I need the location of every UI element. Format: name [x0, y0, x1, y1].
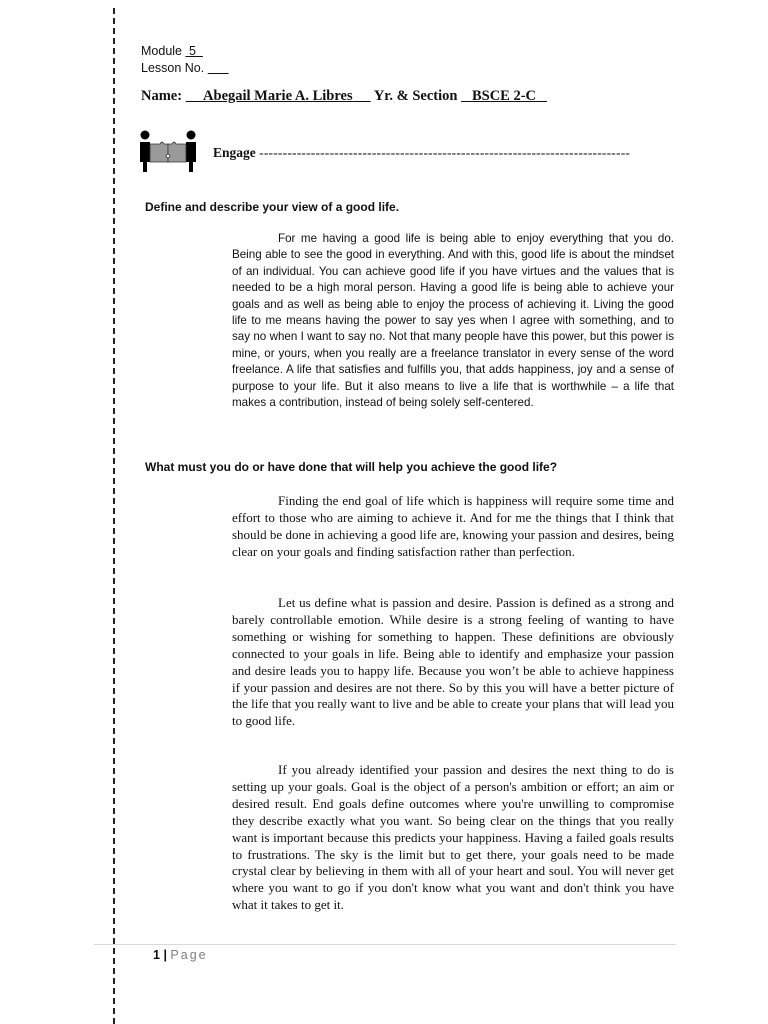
student-header: [141, 88, 547, 105]
name-label: Name:: [141, 88, 183, 104]
cut-line: [113, 8, 115, 1024]
footer-divider: [94, 944, 676, 945]
module-number: 5: [188, 44, 196, 58]
answer-2-paragraph-3: If you already identified your passion and desires the next thing to do is setting up your goals. Goal is the object of a person's ambition or effort; an aim or desired result. End goals define outcomes where you're unwilling to compromise they describe exactly what you want. So being clear on the things that you really want is important because this predicts your happiness. Having a failed goals results to frustrations. The sky is the limit but to get there, your goals need to be made crystal clear by believing in them with all of your heart and soul. You will never get where you want to go if you don't know what you want and don't think you have what it takes to get it.: [232, 762, 674, 913]
section-label: Yr. & Section: [373, 88, 458, 104]
question-2: What must you do or have done that will help you achieve the good life?: [145, 460, 558, 474]
engage-heading: Engage -------------------------------------------------------------------------------: [213, 145, 631, 160]
people-puzzle-icon: [138, 128, 198, 174]
answer-2-paragraph-2: Let us define what is passion and desire. Passion is defined as a strong and barely controllable emotion. While desire is a strong feeling of wanting to have something or wishing for something to happen. These definitions are obviously connected to your goals in life. Being able to identify and emphasize your passion and desire leads you to happy life. Because you won’t be able to achieve happiness if your passion and desires are not there. So by this you will have a better picture of the life that you really want to live and be able to create your plans that will lead you to good life.: [232, 595, 674, 729]
answer-2-paragraph-1: Finding the end goal of life which is happiness will require some time and effort to those who are aiming to achieve it. And for me the things that I think that should be done in achieving a good life are, knowing your passion and desires, being clear on your goals and finding satisfaction rather than perfection.: [232, 493, 674, 559]
module-info: Module 5 Lesson No.: [141, 44, 205, 75]
section-value: BSCE 2-C: [471, 88, 537, 104]
answer-1: For me having a good life is being able to enjoy everything that you do. Being able to see the good in everything. And with this, good life is about the mindset of an individual. You can achieve good life if you have virtues and the values that is needed to be a high moral person. Having a good life is being able to achieve your goals and as well as being able to enjoy the process of achieving it. Living the good life to me means having the power to say yes when I agree with something, and to say no when I want to say no. Not that many people have this power, but this power is mine, or yours, when you really are a freelance translator in every sense of the word freelance. A life that satisfies and fulfills you, that adds happiness, joy and a sense of purpose to your life. But it also means to live a life that is worthwhile – a life that makes a contribution, instead of being solely self-centered.: [232, 232, 674, 410]
student-name: Abegail Marie A. Libres: [203, 88, 353, 104]
page-label: Page: [170, 948, 208, 962]
page-number: 1: [153, 948, 160, 962]
question-1: Define and describe your view of a good life.: [145, 200, 400, 214]
page-footer: 1 | Page: [153, 948, 208, 962]
